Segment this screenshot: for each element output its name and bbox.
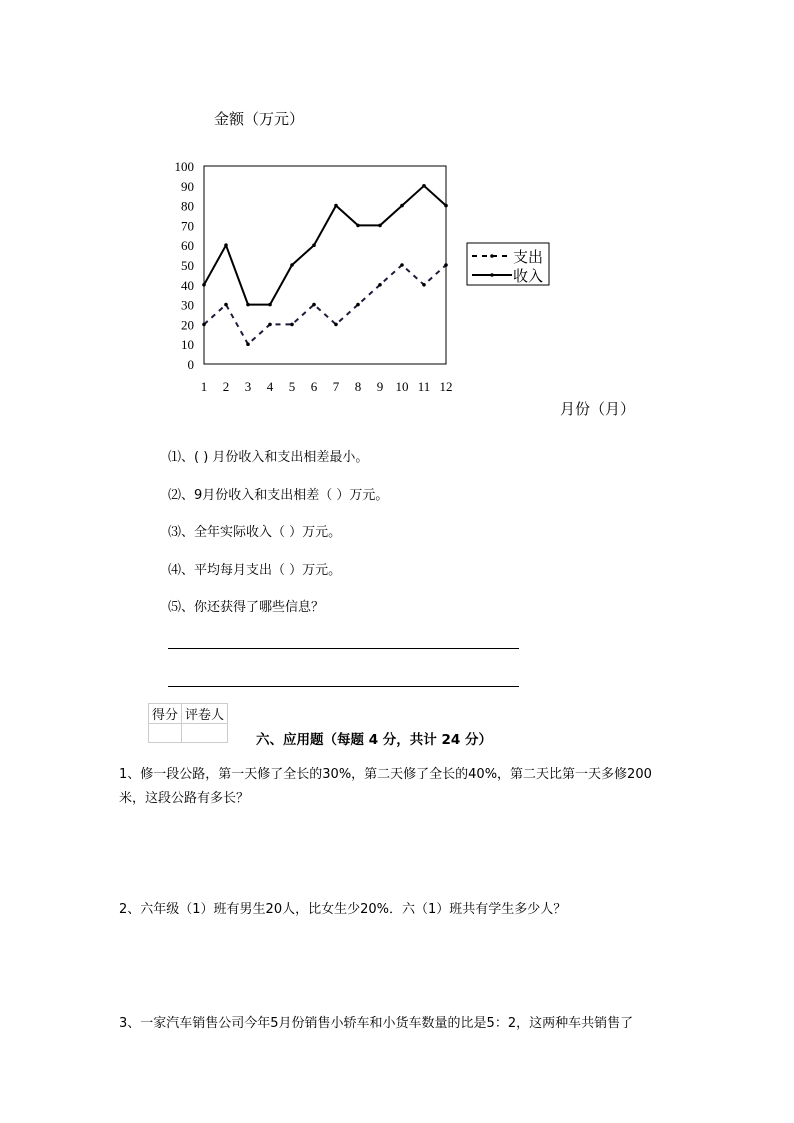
y-tick-label: 40 [181, 277, 194, 293]
y-tick-label: 20 [181, 317, 194, 333]
series-line-1 [204, 265, 446, 344]
data-point [224, 243, 228, 247]
x-tick-label: 1 [200, 379, 208, 394]
x-tick-label: 12 [439, 379, 453, 394]
data-point [334, 204, 338, 208]
x-tick-label: 6 [310, 379, 318, 394]
data-point [202, 323, 206, 327]
y-tick-label: 10 [181, 337, 194, 353]
data-point [444, 263, 448, 267]
score-table [148, 703, 228, 743]
data-point [444, 204, 448, 208]
data-point [400, 204, 404, 208]
y-tick-label: 80 [181, 198, 194, 214]
grader-header: 评卷人 [182, 704, 228, 724]
problem-1-line-1: 1、修一段公路，第一天修了全长的30%，第二天修了全长的40%，第二天比第一天多修200 [119, 767, 652, 782]
data-point [290, 323, 294, 327]
score-cell [149, 724, 182, 743]
y-tick-label: 0 [187, 357, 194, 372]
line-chart [0, 0, 794, 420]
x-tick-label: 7 [332, 379, 340, 394]
problem-1-line-2: 米，这段公路有多长？ [119, 791, 250, 806]
y-tick-label: 70 [181, 218, 194, 234]
data-point [422, 283, 426, 287]
x-tick-label: 2 [222, 379, 230, 394]
x-tick-label: 11 [417, 379, 431, 394]
data-point [224, 303, 228, 307]
legend-label: 收入 [513, 267, 544, 285]
data-point [246, 303, 250, 307]
x-tick-label: 3 [244, 379, 252, 394]
question-5: ⑸、你还获得了哪些信息？ [168, 600, 325, 615]
series-line-2 [204, 186, 446, 305]
data-point [312, 243, 316, 247]
data-point [312, 303, 316, 307]
x-tick-label: 5 [288, 379, 296, 394]
data-point [422, 184, 426, 188]
y-tick-label: 60 [181, 238, 194, 254]
legend-marker [490, 273, 494, 277]
y-tick-label: 90 [181, 178, 194, 194]
data-point [400, 263, 404, 267]
score-header: 得分 [149, 704, 182, 724]
data-point [246, 342, 250, 346]
x-tick-label: 8 [354, 379, 362, 394]
answer-line [168, 648, 519, 649]
x-tick-label: 9 [376, 379, 384, 394]
problem-3: 3、一家汽车销售公司今年5月份销售小轿车和小货车数量的比是5：2，这两种车共销售了 [119, 1016, 634, 1031]
data-point [268, 323, 272, 327]
data-point [378, 224, 382, 228]
x-axis-title: 月份（月） [560, 400, 636, 418]
y-tick-label: 50 [181, 258, 194, 273]
plot-area [204, 166, 446, 364]
data-point [356, 224, 360, 228]
y-tick-label: 100 [174, 159, 194, 174]
question-2: ⑵、9月份收入和支出相差（ ）万元。 [168, 488, 389, 503]
data-point [356, 303, 360, 307]
legend-label: 支出 [513, 248, 544, 266]
answer-line [168, 686, 519, 687]
question-4: ⑷、平均每月支出（ ）万元。 [168, 563, 342, 578]
x-tick-label: 10 [395, 379, 409, 394]
question-3: ⑶、全年实际收入（ ）万元。 [168, 525, 342, 540]
data-point [378, 283, 382, 287]
legend-marker [490, 254, 494, 258]
data-point [334, 323, 338, 327]
grader-cell [182, 724, 228, 743]
y-tick-label: 30 [181, 297, 194, 313]
x-tick-label: 4 [266, 379, 274, 394]
section-title: 六、应用题（每题 4 分，共计 24 分） [256, 732, 492, 748]
data-point [268, 303, 272, 307]
question-1: ⑴、( ) 月份收入和支出相差最小。 [168, 450, 369, 465]
data-point [202, 283, 206, 287]
data-point [290, 263, 294, 267]
problem-2: 2、六年级（1）班有男生20人，比女生少20%．六（1）班共有学生多少人？ [119, 902, 567, 917]
y-axis-title: 金额（万元） [214, 110, 305, 128]
